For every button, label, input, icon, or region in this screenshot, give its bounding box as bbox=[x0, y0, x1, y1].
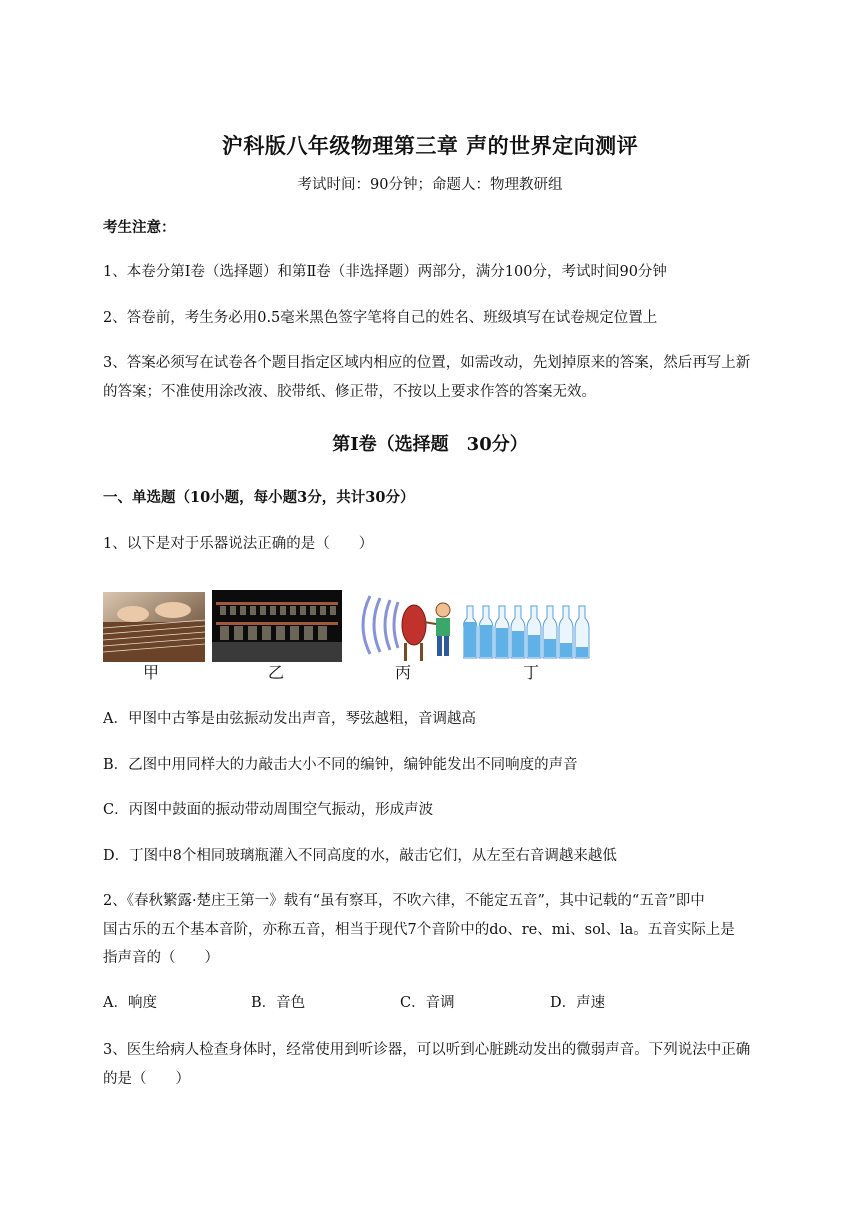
question-2-option-a: A．响度 bbox=[103, 995, 157, 1011]
question-2-option-c: C．音调 bbox=[400, 995, 455, 1011]
exam-info: 考试时间：90分钟；命题人：物理教研组 bbox=[297, 177, 563, 193]
question-3-stem: 的是（ ） bbox=[103, 1071, 190, 1087]
question-1-figure bbox=[103, 588, 603, 688]
notice-item: 1、本卷分第Ⅰ卷（选择题）和第Ⅱ卷（非选择题）两部分，满分100分，考试时间90分钟 bbox=[103, 264, 667, 280]
drum-image bbox=[348, 588, 458, 662]
bianzhong-image bbox=[212, 590, 342, 662]
question-2-option-d: D．声速 bbox=[550, 995, 606, 1011]
question-3-stem: 3、医生给病人检查身体时，经常使用到听诊器，可以听到心脏跳动发出的微弱声音。下列说法中正确 bbox=[103, 1042, 751, 1058]
notice-item: 2、答卷前，考生务必用0.5毫米黑色签字笔将自己的姓名、班级填写在试卷规定位置上 bbox=[103, 310, 658, 326]
caption-yi: 乙 bbox=[268, 663, 285, 682]
question-1-option-d: D．丁图中8个相同玻璃瓶灌入不同高度的水，敲击它们，从左至右音调越来越低 bbox=[103, 848, 617, 864]
question-1-option-a: A．甲图中古筝是由弦振动发出声音，琴弦越粗，音调越高 bbox=[103, 711, 476, 727]
question-1-option-c: C．丙图中鼓面的振动带动周围空气振动，形成声波 bbox=[103, 802, 434, 818]
question-2-option-b: B．音色 bbox=[251, 995, 306, 1011]
question-2-stem: 指声音的（ ） bbox=[103, 950, 219, 966]
section-title: 第Ⅰ卷（选择题 30分） bbox=[332, 434, 528, 455]
caption-jia: 甲 bbox=[143, 663, 160, 682]
guzheng-image bbox=[103, 592, 205, 662]
glass-bottles-image bbox=[463, 604, 595, 660]
question-2-stem: 2、《春秋繁露·楚庄王第一》载有“虽有察耳，不吹六律，不能定五音”，其中记载的“五音”即中 bbox=[103, 893, 705, 909]
caption-bing: 丙 bbox=[395, 663, 412, 682]
notice-heading: 考生注意： bbox=[103, 219, 176, 236]
notice-item-continued: 的答案；不准使用涂改液、胶带纸、修正带，不按以上要求作答的答案无效。 bbox=[103, 384, 596, 400]
page-title: 沪科版八年级物理第三章 声的世界定向测评 bbox=[221, 133, 639, 158]
caption-ding: 丁 bbox=[523, 663, 540, 682]
part-heading: 一、单选题（10小题，每小题3分，共计30分） bbox=[103, 489, 415, 506]
question-1-option-b: B．乙图中用同样大的力敲击大小不同的编钟，编钟能发出不同响度的声音 bbox=[103, 757, 578, 773]
question-1-stem: 1、以下是对于乐器说法正确的是（ ） bbox=[103, 536, 374, 552]
question-2-stem: 国古乐的五个基本音阶，亦称五音，相当于现代7个音阶中的do、re、mi、sol、la。五音实际上是 bbox=[103, 922, 735, 938]
notice-item: 3、答案必须写在试卷各个题目指定区域内相应的位置，如需改动，先划掉原来的答案，然后再写上新 bbox=[103, 355, 751, 371]
